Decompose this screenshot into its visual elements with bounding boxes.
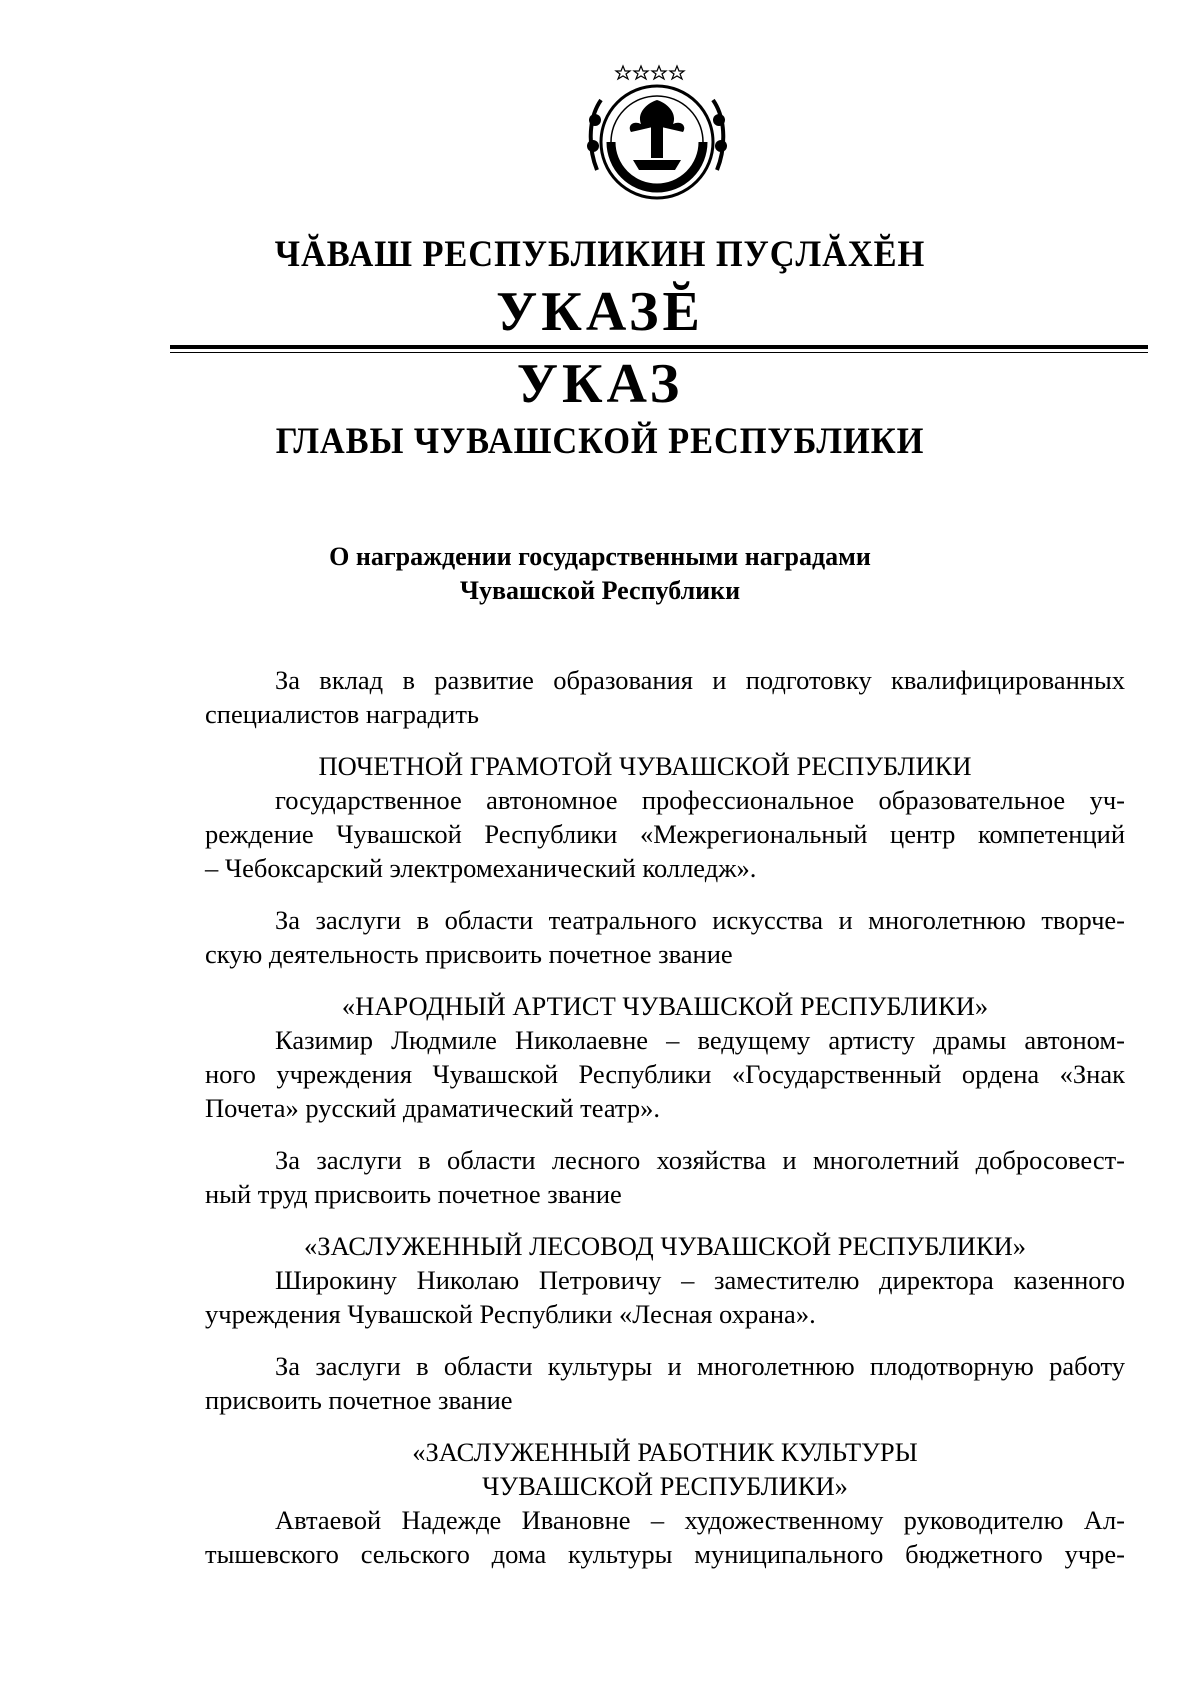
- section-4-award-line1: «ЗАСЛУЖЕННЫЙ РАБОТНИК КУЛЬТУРЫ: [412, 1437, 918, 1467]
- section-2-intro-line2: скую деятельность присвоить почетное звание: [205, 939, 733, 969]
- section-2-recipient-line3: Почета» русский драматический театр».: [205, 1093, 660, 1123]
- section-3-intro-line2: ный труд присвоить почетное звание: [205, 1179, 622, 1209]
- section-2-recipient-line2: ного учреждения Чувашской Республики «Государственный ордена «Знак: [205, 1059, 1125, 1089]
- chuvash-coat-of-arms-emblem: [575, 60, 739, 204]
- section-3-intro-line1: За заслуги в области лесного хозяйства и многолетний добросовест-: [275, 1145, 1125, 1175]
- section-4-recipient-line1: Автаевой Надежде Ивановне – художественному руководителю Ал-: [275, 1505, 1125, 1535]
- emblem-stars: [616, 66, 684, 79]
- section-1-award: ПОЧЕТНОЙ ГРАМОТОЙ ЧУВАШСКОЙ РЕСПУБЛИКИ: [318, 751, 972, 781]
- section-3-recipient-line2: учреждения Чувашской Республики «Лесная охрана».: [205, 1299, 816, 1329]
- section-1-recipient-line1: государственное автономное профессиональное образовательное уч-: [275, 785, 1125, 815]
- section-4-award-line2: ЧУВАШСКОЙ РЕСПУБЛИКИ»: [482, 1471, 848, 1501]
- header-chuvash-line2: УКАЗĔ: [496, 281, 704, 343]
- section-4-intro-line2: присвоить почетное звание: [205, 1385, 513, 1415]
- header-divider-thick: [170, 345, 1148, 349]
- header-chuvash-line1: ЧĂВАШ РЕСПУБЛИКИН ПУÇЛĂХĔН: [274, 234, 926, 275]
- section-1-intro-line1: За вклад в развитие образования и подготовку квалифицированных: [275, 665, 1125, 695]
- section-4-intro-line1: За заслуги в области культуры и многолетнюю плодотворную работу: [275, 1351, 1125, 1381]
- section-1-recipient-line2: реждение Чувашской Республики «Межрегиональный центр компетенций: [205, 819, 1125, 849]
- section-2-award: «НАРОДНЫЙ АРТИСТ ЧУВАШСКОЙ РЕСПУБЛИКИ»: [341, 991, 989, 1021]
- decree-body: [205, 663, 1125, 1571]
- section-3-recipient-line1: Широкину Николаю Петровичу – заместителю директора казенного: [275, 1265, 1125, 1295]
- section-1-intro-line2: специалистов наградить: [205, 699, 480, 729]
- section-4-recipient-line2: тышевского сельского дома культуры муниципального бюджетного учре-: [205, 1539, 1125, 1569]
- section-1-recipient-line3: – Чебоксарский электромеханический колледж».: [205, 853, 757, 883]
- section-3-award: «ЗАСЛУЖЕННЫЙ ЛЕСОВОД ЧУВАШСКОЙ РЕСПУБЛИКИ»: [303, 1231, 1027, 1261]
- section-2-intro-line1: За заслуги в области театрального искусства и многолетнюю творче-: [275, 905, 1125, 935]
- decree-title-line1: О награждении государственными наградами: [329, 542, 871, 571]
- header-russian-line2: ГЛАВЫ ЧУВАШСКОЙ РЕСПУБЛИКИ: [275, 421, 925, 462]
- decree-title-line2: Чувашской Республики: [459, 576, 741, 605]
- section-2-recipient-line1: Казимир Людмиле Николаевне – ведущему артисту драмы автоном-: [275, 1025, 1125, 1055]
- decree-title: [0, 540, 1200, 608]
- header-russian-line1: УКАЗ: [516, 353, 684, 415]
